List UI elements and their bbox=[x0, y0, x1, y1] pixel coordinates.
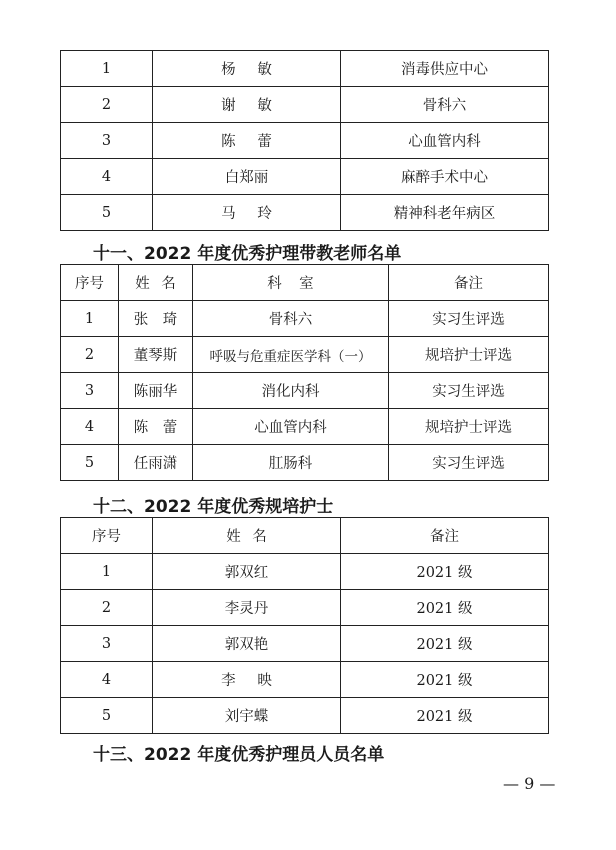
row-number: 1 bbox=[61, 301, 119, 337]
person-name: 杨敏 bbox=[153, 51, 341, 87]
section-11-title: 十一、2022 年度优秀护理带教老师名单 bbox=[93, 244, 402, 264]
person-name: 张琦 bbox=[119, 301, 193, 337]
row-number: 4 bbox=[61, 662, 153, 698]
table-row bbox=[61, 373, 549, 409]
table-row bbox=[61, 698, 549, 734]
person-name: 陈蕾 bbox=[119, 409, 193, 445]
row-number: 4 bbox=[61, 409, 119, 445]
department: 呼吸与危重症医学科（一） bbox=[193, 337, 389, 373]
person-name: 李映 bbox=[153, 662, 341, 698]
table-row bbox=[61, 626, 549, 662]
department: 消化内科 bbox=[193, 373, 389, 409]
page-number: — 9 — bbox=[503, 774, 556, 793]
table-row bbox=[61, 662, 549, 698]
header-remark: 备注 bbox=[389, 265, 549, 301]
row-number: 2 bbox=[61, 590, 153, 626]
person-name: 谢敏 bbox=[153, 87, 341, 123]
row-number: 3 bbox=[61, 626, 153, 662]
row-number: 5 bbox=[61, 195, 153, 231]
remark: 规培护士评选 bbox=[389, 409, 549, 445]
table-teachers bbox=[60, 264, 549, 481]
table-row bbox=[61, 409, 549, 445]
department: 精神科老年病区 bbox=[341, 195, 549, 231]
person-name: 任雨潇 bbox=[119, 445, 193, 481]
remark: 实习生评选 bbox=[389, 445, 549, 481]
section-13-title: 十三、2022 年度优秀护理员人员名单 bbox=[93, 745, 385, 765]
header-no: 序号 bbox=[61, 265, 119, 301]
remark: 2021 级 bbox=[341, 590, 549, 626]
table-row bbox=[61, 123, 549, 159]
row-number: 4 bbox=[61, 159, 153, 195]
row-number: 5 bbox=[61, 698, 153, 734]
row-number: 5 bbox=[61, 445, 119, 481]
remark: 规培护士评选 bbox=[389, 337, 549, 373]
department: 心血管内科 bbox=[341, 123, 549, 159]
remark: 2021 级 bbox=[341, 662, 549, 698]
person-name: 郭双红 bbox=[153, 554, 341, 590]
table-header-row bbox=[61, 265, 549, 301]
row-number: 3 bbox=[61, 373, 119, 409]
table-row bbox=[61, 337, 549, 373]
header-no: 序号 bbox=[61, 518, 153, 554]
remark: 2021 级 bbox=[341, 626, 549, 662]
department: 消毒供应中心 bbox=[341, 51, 549, 87]
table-trainee-nurses bbox=[60, 517, 549, 734]
department: 肛肠科 bbox=[193, 445, 389, 481]
header-name: 姓名 bbox=[153, 518, 341, 554]
person-name: 马玲 bbox=[153, 195, 341, 231]
department: 骨科六 bbox=[341, 87, 549, 123]
row-number: 1 bbox=[61, 554, 153, 590]
table-row bbox=[61, 87, 549, 123]
remark: 2021 级 bbox=[341, 554, 549, 590]
row-number: 2 bbox=[61, 337, 119, 373]
table-row bbox=[61, 159, 549, 195]
remark: 实习生评选 bbox=[389, 373, 549, 409]
remark: 2021 级 bbox=[341, 698, 549, 734]
row-number: 2 bbox=[61, 87, 153, 123]
row-number: 1 bbox=[61, 51, 153, 87]
table-row bbox=[61, 590, 549, 626]
header-remark: 备注 bbox=[341, 518, 549, 554]
department: 心血管内科 bbox=[193, 409, 389, 445]
table-header-row bbox=[61, 518, 549, 554]
person-name: 董琴斯 bbox=[119, 337, 193, 373]
header-dept: 科室 bbox=[193, 265, 389, 301]
remark: 实习生评选 bbox=[389, 301, 549, 337]
table-top-continued bbox=[60, 50, 549, 231]
person-name: 刘宇蝶 bbox=[153, 698, 341, 734]
table-row bbox=[61, 51, 549, 87]
section-12-title: 十二、2022 年度优秀规培护士 bbox=[93, 497, 334, 517]
table-row bbox=[61, 195, 549, 231]
department: 骨科六 bbox=[193, 301, 389, 337]
header-name: 姓名 bbox=[119, 265, 193, 301]
person-name: 陈丽华 bbox=[119, 373, 193, 409]
person-name: 郭双艳 bbox=[153, 626, 341, 662]
person-name: 李灵丹 bbox=[153, 590, 341, 626]
table-row bbox=[61, 301, 549, 337]
table-row bbox=[61, 445, 549, 481]
person-name: 白郑丽 bbox=[153, 159, 341, 195]
person-name: 陈蕾 bbox=[153, 123, 341, 159]
department: 麻醉手术中心 bbox=[341, 159, 549, 195]
table-row bbox=[61, 554, 549, 590]
row-number: 3 bbox=[61, 123, 153, 159]
